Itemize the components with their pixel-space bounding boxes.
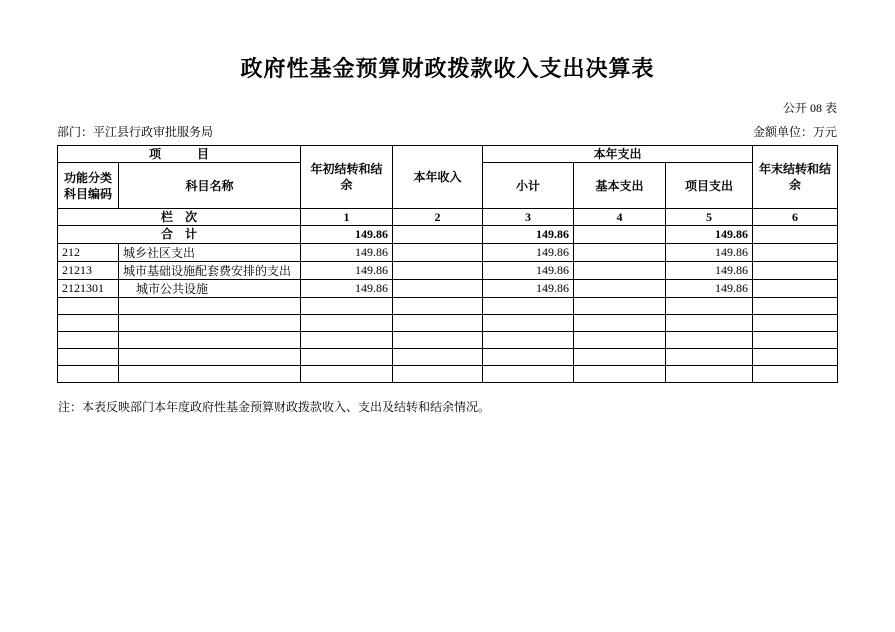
column-index-1: 1 — [301, 209, 393, 226]
empty-cell — [483, 314, 574, 331]
value-cell: 149.86 — [666, 243, 753, 261]
total-row — [58, 226, 838, 243]
value-cell — [393, 243, 483, 261]
empty-row — [58, 348, 838, 365]
header-opening-balance: 年初结转和结余 — [301, 146, 393, 209]
empty-cell — [753, 331, 838, 348]
empty-cell — [393, 314, 483, 331]
header-closing-balance: 年末结转和结余 — [753, 146, 838, 209]
table-row — [58, 279, 838, 297]
value-cell: 149.86 — [666, 279, 753, 297]
department-label: 部门：平江县行政审批服务局 — [57, 125, 214, 139]
empty-cell — [574, 365, 666, 382]
empty-cell — [393, 348, 483, 365]
total-closing-balance — [753, 226, 838, 243]
header-item: 项 目 — [58, 146, 301, 163]
value-cell: 149.86 — [666, 261, 753, 279]
code-cell: 21213 — [58, 261, 119, 279]
column-index-2: 2 — [393, 209, 483, 226]
total-opening-balance: 149.86 — [301, 226, 393, 243]
column-index-row — [58, 209, 838, 226]
value-cell — [753, 279, 838, 297]
empty-cell — [301, 297, 393, 314]
empty-cell — [58, 365, 119, 382]
empty-cell — [574, 314, 666, 331]
empty-cell — [666, 297, 753, 314]
empty-cell — [393, 297, 483, 314]
empty-cell — [574, 348, 666, 365]
value-cell — [574, 261, 666, 279]
value-cell — [393, 261, 483, 279]
empty-row — [58, 365, 838, 382]
total-label: 合 计 — [58, 226, 301, 243]
value-cell: 149.86 — [301, 279, 393, 297]
header-basic-expenditure: 基本支出 — [574, 163, 666, 209]
empty-cell — [574, 297, 666, 314]
footnote: 注：本表反映部门本年度政府性基金预算财政拨款收入、支出及结转和结余情况。 — [58, 399, 491, 414]
empty-cell — [483, 365, 574, 382]
table-row — [58, 243, 838, 261]
empty-cell — [58, 348, 119, 365]
header-subject-name: 科目名称 — [119, 163, 301, 209]
empty-cell — [483, 297, 574, 314]
empty-cell — [574, 331, 666, 348]
empty-cell — [753, 314, 838, 331]
empty-cell — [119, 348, 301, 365]
empty-cell — [483, 331, 574, 348]
empty-cell — [666, 348, 753, 365]
empty-cell — [58, 331, 119, 348]
column-index-5: 5 — [666, 209, 753, 226]
empty-row — [58, 331, 838, 348]
empty-cell — [119, 314, 301, 331]
empty-cell — [393, 365, 483, 382]
value-cell — [753, 243, 838, 261]
value-cell — [393, 279, 483, 297]
column-index-3: 3 — [483, 209, 574, 226]
code-cell: 212 — [58, 243, 119, 261]
name-cell: 城乡社区支出 — [119, 243, 301, 261]
column-index-label: 栏 次 — [58, 209, 301, 226]
total-basic — [574, 226, 666, 243]
table-row — [58, 261, 838, 279]
column-index-6: 6 — [753, 209, 838, 226]
total-income — [393, 226, 483, 243]
header-subtotal: 小计 — [483, 163, 574, 209]
empty-cell — [301, 348, 393, 365]
value-cell: 149.86 — [483, 279, 574, 297]
total-project: 149.86 — [666, 226, 753, 243]
header-function-code: 功能分类科目编码 — [58, 163, 119, 209]
value-cell — [753, 261, 838, 279]
empty-cell — [753, 297, 838, 314]
value-cell: 149.86 — [301, 261, 393, 279]
unit-label: 金额单位：万元 — [752, 125, 837, 139]
name-cell: 城市公共设施 — [119, 279, 301, 297]
empty-cell — [301, 314, 393, 331]
value-cell — [574, 279, 666, 297]
value-cell: 149.86 — [301, 243, 393, 261]
meta-row — [57, 123, 837, 140]
column-index-4: 4 — [574, 209, 666, 226]
empty-cell — [301, 365, 393, 382]
empty-cell — [753, 348, 838, 365]
empty-cell — [119, 297, 301, 314]
empty-cell — [119, 365, 301, 382]
value-cell — [574, 243, 666, 261]
budget-table — [57, 145, 838, 383]
empty-cell — [483, 348, 574, 365]
form-number: 公开 08 表 — [782, 101, 837, 115]
total-subtotal: 149.86 — [483, 226, 574, 243]
empty-cell — [58, 297, 119, 314]
name-cell: 城市基础设施配套费安排的支出 — [119, 261, 301, 279]
empty-cell — [753, 365, 838, 382]
empty-cell — [58, 314, 119, 331]
header-current-year-expenditure: 本年支出 — [483, 146, 753, 163]
empty-cell — [301, 331, 393, 348]
header-row-1 — [58, 146, 838, 163]
value-cell: 149.86 — [483, 261, 574, 279]
empty-cell — [666, 314, 753, 331]
empty-cell — [119, 331, 301, 348]
empty-row — [58, 297, 838, 314]
header-current-year-income: 本年收入 — [393, 146, 483, 209]
header-project-expenditure: 项目支出 — [666, 163, 753, 209]
value-cell: 149.86 — [483, 243, 574, 261]
page-title: 政府性基金预算财政拨款收入支出决算表 — [240, 56, 655, 81]
code-cell: 2121301 — [58, 279, 119, 297]
empty-cell — [393, 331, 483, 348]
empty-cell — [666, 365, 753, 382]
empty-cell — [666, 331, 753, 348]
empty-row — [58, 314, 838, 331]
